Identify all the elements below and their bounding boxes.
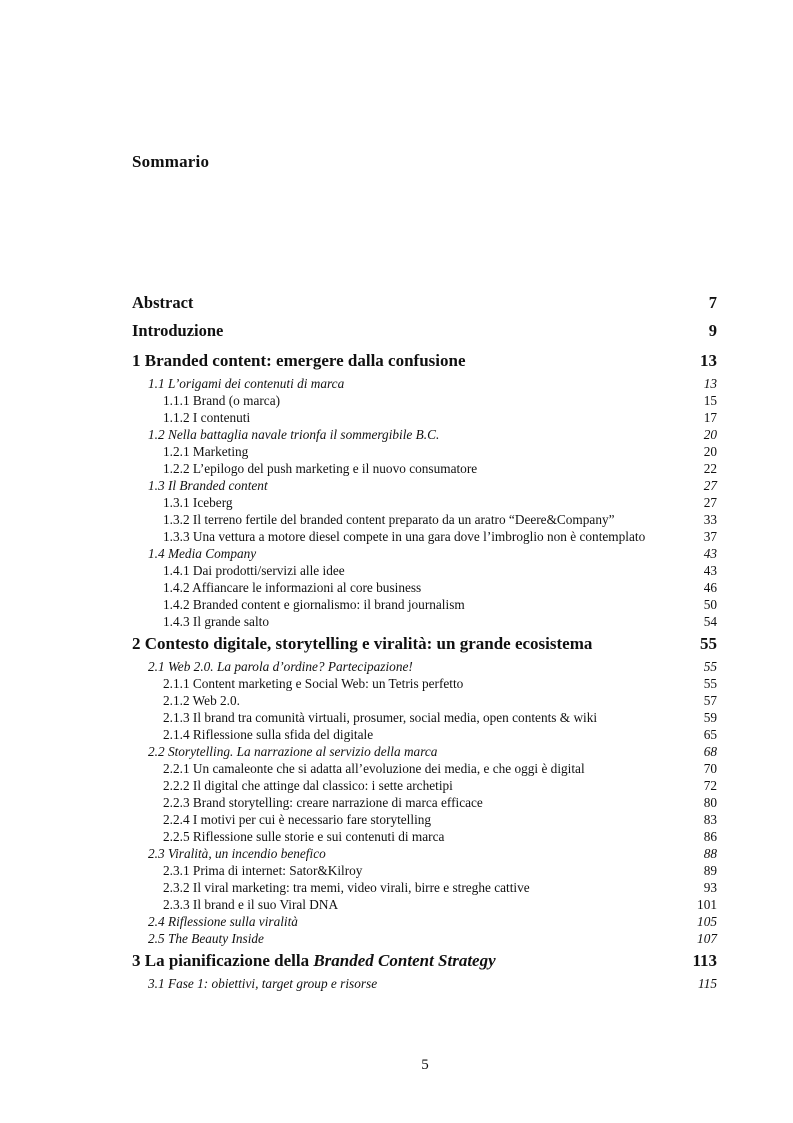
toc-entry-page: 15 bbox=[703, 393, 717, 408]
page-title: Sommario bbox=[132, 152, 210, 171]
toc-entry-page: 13 bbox=[703, 376, 717, 391]
toc-entry[interactable] bbox=[132, 460, 717, 477]
toc-entry-label: Introduzione bbox=[132, 321, 224, 340]
toc-entry[interactable] bbox=[132, 777, 717, 794]
toc-entry-page: 65 bbox=[703, 727, 717, 742]
toc-entry-page: 22 bbox=[703, 461, 717, 476]
toc-entry[interactable] bbox=[132, 511, 717, 528]
toc-entry-label: 2.3 Viralità, un incendio benefico bbox=[148, 846, 326, 861]
toc-entry-page: 115 bbox=[698, 976, 717, 991]
toc-entry[interactable] bbox=[132, 494, 717, 511]
toc-entry-label: 1.3 Il Branded content bbox=[148, 478, 268, 493]
toc-entry-page: 43 bbox=[703, 546, 717, 561]
toc-entry-label: 1 Branded content: emergere dalla confusione bbox=[132, 351, 466, 370]
toc-entry[interactable] bbox=[132, 631, 717, 658]
toc-entry-label: 2.1.2 Web 2.0. bbox=[163, 693, 240, 708]
toc-entry[interactable] bbox=[132, 392, 717, 409]
toc-entry-page: 20 bbox=[703, 427, 717, 442]
toc-entry-label: Abstract bbox=[132, 293, 194, 312]
toc-entry[interactable] bbox=[132, 613, 717, 630]
toc-entry[interactable] bbox=[132, 896, 717, 913]
toc-entry-label: 2.1.3 Il brand tra comunità virtuali, prosumer, social media, open contents & wiki bbox=[163, 710, 598, 725]
toc-entry-label: 2.1.4 Riflessione sulla sfida del digitale bbox=[163, 727, 374, 742]
toc-entry[interactable] bbox=[132, 291, 717, 319]
toc-entry-label: 1.1.2 I contenuti bbox=[163, 410, 251, 425]
toc-entry-page: 107 bbox=[697, 931, 717, 946]
toc-entry-page: 17 bbox=[703, 410, 717, 425]
toc-entry[interactable] bbox=[132, 319, 717, 347]
toc-entry-label: 2.2.5 Riflessione sulle storie e sui contenuti di marca bbox=[163, 829, 445, 844]
toc-entry[interactable] bbox=[132, 811, 717, 828]
toc-entry-label: 2.2.4 I motivi per cui è necessario fare storytelling bbox=[163, 812, 432, 827]
toc-entry[interactable] bbox=[132, 528, 717, 545]
toc-entry-page: 80 bbox=[703, 795, 717, 810]
toc-entry[interactable] bbox=[132, 879, 717, 896]
toc-entry-page: 113 bbox=[692, 951, 717, 970]
toc-entry-page: 54 bbox=[703, 614, 717, 629]
toc-entry[interactable] bbox=[132, 709, 717, 726]
toc-entry[interactable] bbox=[132, 562, 717, 579]
toc-entry-page: 68 bbox=[703, 744, 717, 759]
toc-entry-page: 89 bbox=[703, 863, 717, 878]
toc-entry-page: 86 bbox=[703, 829, 717, 844]
toc-entry-page: 55 bbox=[700, 634, 717, 653]
toc-entry-label: 3.1 Fase 1: obiettivi, target group e risorse bbox=[148, 976, 378, 991]
toc-entry[interactable] bbox=[132, 743, 717, 760]
toc-entry-page: 33 bbox=[703, 512, 717, 527]
toc-entry-page: 105 bbox=[697, 914, 717, 929]
toc-entry[interactable] bbox=[132, 692, 717, 709]
toc-entry[interactable] bbox=[132, 426, 717, 443]
toc-entry-page: 70 bbox=[703, 761, 717, 776]
toc-entry[interactable] bbox=[132, 675, 717, 692]
toc-entry-page: 59 bbox=[703, 710, 717, 725]
toc-entry[interactable] bbox=[132, 760, 717, 777]
toc-entry-label: 1.3.3 Una vettura a motore diesel compete in una gara dove l’imbroglio non è contemplato bbox=[163, 529, 646, 544]
toc-entry[interactable] bbox=[132, 975, 717, 992]
toc-entry-page: 46 bbox=[703, 580, 717, 595]
toc-entry-page: 20 bbox=[703, 444, 717, 459]
toc-entry-label: 2.4 Riflessione sulla viralità bbox=[148, 914, 298, 929]
toc-entry[interactable] bbox=[132, 726, 717, 743]
toc-entry-label: 3 La pianificazione della Branded Content Strategy bbox=[132, 951, 496, 970]
toc-entry-label: 2.3.1 Prima di internet: Sator&Kilroy bbox=[163, 863, 363, 878]
toc-entry[interactable] bbox=[132, 930, 717, 947]
toc-entry[interactable] bbox=[132, 658, 717, 675]
toc-entry-label: 1.1 L’origami dei contenuti di marca bbox=[148, 376, 345, 391]
page-number: 5 bbox=[421, 1057, 429, 1073]
toc-entry-label: 1.3.2 Il terreno fertile del branded content preparato da un aratro “Deere&Company” bbox=[163, 512, 615, 527]
toc-entry[interactable] bbox=[132, 375, 717, 392]
toc-entry-page: 101 bbox=[697, 897, 717, 912]
toc-entry-page: 88 bbox=[703, 846, 717, 861]
toc-entry-label: 1.3.1 Iceberg bbox=[163, 495, 233, 510]
toc-entry[interactable] bbox=[132, 845, 717, 862]
toc-entry[interactable] bbox=[132, 443, 717, 460]
toc-entry-label: 2.2.1 Un camaleonte che si adatta all’evoluzione dei media, e che oggi è digital bbox=[163, 761, 585, 776]
toc-entry-label: 1.4.2 Affiancare le informazioni al core business bbox=[163, 580, 422, 595]
toc-entry-page: 55 bbox=[703, 659, 717, 674]
toc-entry-label: 1.4.3 Il grande salto bbox=[163, 614, 269, 629]
toc-entry-page: 72 bbox=[703, 778, 717, 793]
toc-entry-page: 50 bbox=[703, 597, 717, 612]
toc-entry-label: 2.2.2 Il digital che attinge dal classico: i sette archetipi bbox=[163, 778, 453, 793]
toc-entry-label: 1.4.1 Dai prodotti/servizi alle idee bbox=[163, 563, 345, 578]
toc-entry-label: 2.1 Web 2.0. La parola d’ordine? Partecipazione! bbox=[148, 659, 413, 674]
toc-entry-label: 2.3.2 Il viral marketing: tra memi, video virali, birre e streghe cattive bbox=[163, 880, 530, 895]
table-of-contents bbox=[132, 291, 717, 992]
toc-entry-label: 1.4.2 Branded content e giornalismo: il brand journalism bbox=[163, 597, 465, 612]
toc-entry-page: 27 bbox=[703, 495, 717, 510]
toc-entry-page: 57 bbox=[703, 693, 717, 708]
toc-entry[interactable] bbox=[132, 477, 717, 494]
toc-entry[interactable] bbox=[132, 913, 717, 930]
toc-entry-label: 2.2.3 Brand storytelling: creare narrazione di marca efficace bbox=[163, 795, 483, 810]
toc-entry[interactable] bbox=[132, 409, 717, 426]
toc-entry[interactable] bbox=[132, 596, 717, 613]
toc-entry-label: 1.2.2 L’epilogo del push marketing e il nuovo consumatore bbox=[163, 461, 478, 476]
toc-entry[interactable] bbox=[132, 348, 717, 375]
toc-entry-label: 2.2 Storytelling. La narrazione al servizio della marca bbox=[148, 744, 438, 759]
toc-entry-label: 1.1.1 Brand (o marca) bbox=[163, 393, 281, 408]
toc-entry-page: 83 bbox=[703, 812, 717, 827]
toc-entry-page: 27 bbox=[703, 478, 717, 493]
toc-entry-label: 2.3.3 Il brand e il suo Viral DNA bbox=[163, 897, 339, 912]
toc-entry-label: 1.4 Media Company bbox=[148, 546, 257, 561]
toc-entry-label: 2.5 The Beauty Inside bbox=[148, 931, 264, 946]
toc-entry[interactable] bbox=[132, 579, 717, 596]
toc-entry-page: 37 bbox=[703, 529, 717, 544]
toc-entry-label: 1.2.1 Marketing bbox=[163, 444, 249, 459]
toc-entry-page: 7 bbox=[708, 293, 717, 312]
toc-entry-page: 55 bbox=[703, 676, 717, 691]
toc-entry-page: 93 bbox=[703, 880, 717, 895]
toc-entry[interactable] bbox=[132, 862, 717, 879]
toc-entry-page: 9 bbox=[708, 321, 717, 340]
toc-entry-page: 13 bbox=[700, 351, 717, 370]
toc-entry[interactable] bbox=[132, 794, 717, 811]
toc-entry-page: 43 bbox=[703, 563, 717, 578]
toc-entry[interactable] bbox=[132, 948, 717, 975]
toc-entry[interactable] bbox=[132, 828, 717, 845]
toc-entry-label: 2.1.1 Content marketing e Social Web: un Tetris perfetto bbox=[163, 676, 464, 691]
toc-entry-label: 1.2 Nella battaglia navale trionfa il sommergibile B.C. bbox=[148, 427, 440, 442]
toc-entry[interactable] bbox=[132, 545, 717, 562]
toc-entry-label: 2 Contesto digitale, storytelling e viralità: un grande ecosistema bbox=[132, 634, 593, 653]
